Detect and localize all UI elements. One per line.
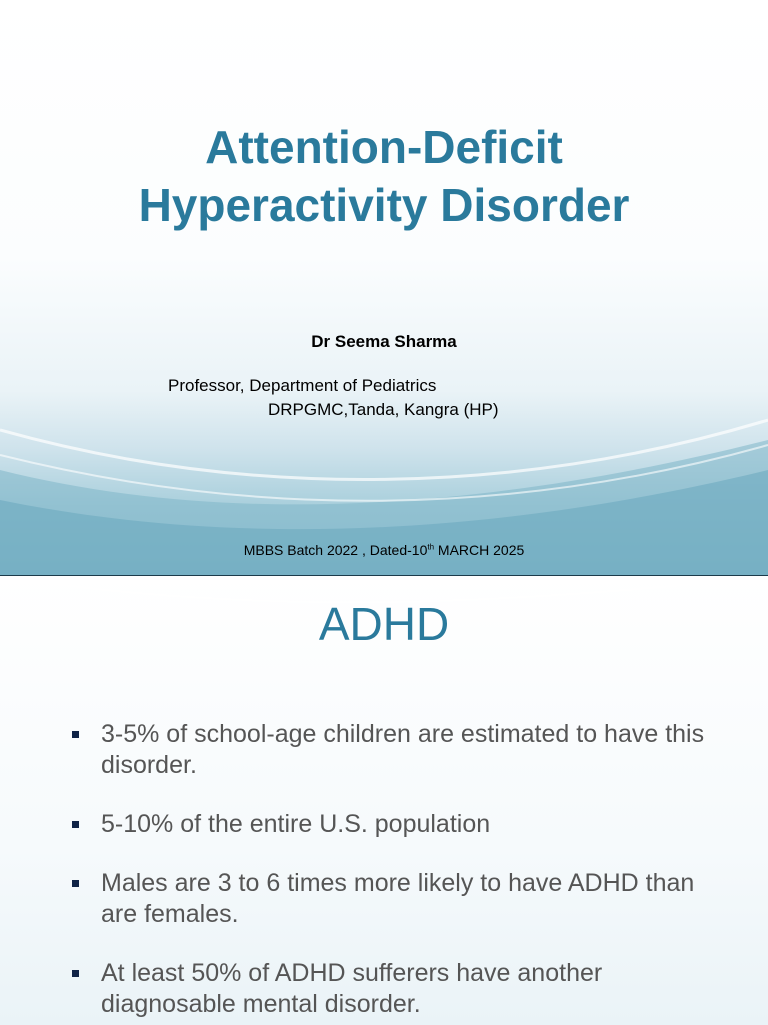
bullet-text: 3-5% of school-age children are estimated to have this disorder. (101, 720, 705, 779)
list-item (72, 958, 712, 1020)
list-item (72, 719, 712, 781)
square-bullet-icon (72, 731, 79, 738)
bullet-text: At least 50% of ADHD sufferers have another diagnosable mental disorder. (101, 959, 603, 1018)
square-bullet-icon (72, 880, 79, 887)
batch-date (0, 542, 768, 558)
square-bullet-icon (72, 970, 79, 977)
date-suffix: MARCH 2025 (434, 542, 525, 558)
square-bullet-icon (72, 821, 79, 828)
title-line-1: Attention-Deficit (205, 121, 563, 173)
bullet-text: 5-10% of the entire U.S. population (101, 810, 491, 838)
affiliation-line-1: Professor, Department of Pediatrics (168, 376, 437, 395)
date-prefix: MBBS Batch 2022 , Dated-10 (243, 542, 428, 558)
bullet-text: Males are 3 to 6 times more likely to have ADHD than are females. (101, 869, 695, 928)
title-line-2: Hyperactivity Disorder (138, 179, 630, 231)
list-item (72, 809, 712, 840)
slide-title (0, 118, 768, 234)
list-item (72, 868, 712, 930)
author-name: Dr Seema Sharma (311, 332, 457, 351)
bullet-list (72, 719, 712, 1025)
date-superscript: th (427, 542, 435, 552)
slide-heading: ADHD (318, 598, 450, 650)
affiliation-line-2: DRPGMC,Tanda, Kangra (HP) (268, 400, 499, 419)
content-slide (0, 576, 768, 1025)
